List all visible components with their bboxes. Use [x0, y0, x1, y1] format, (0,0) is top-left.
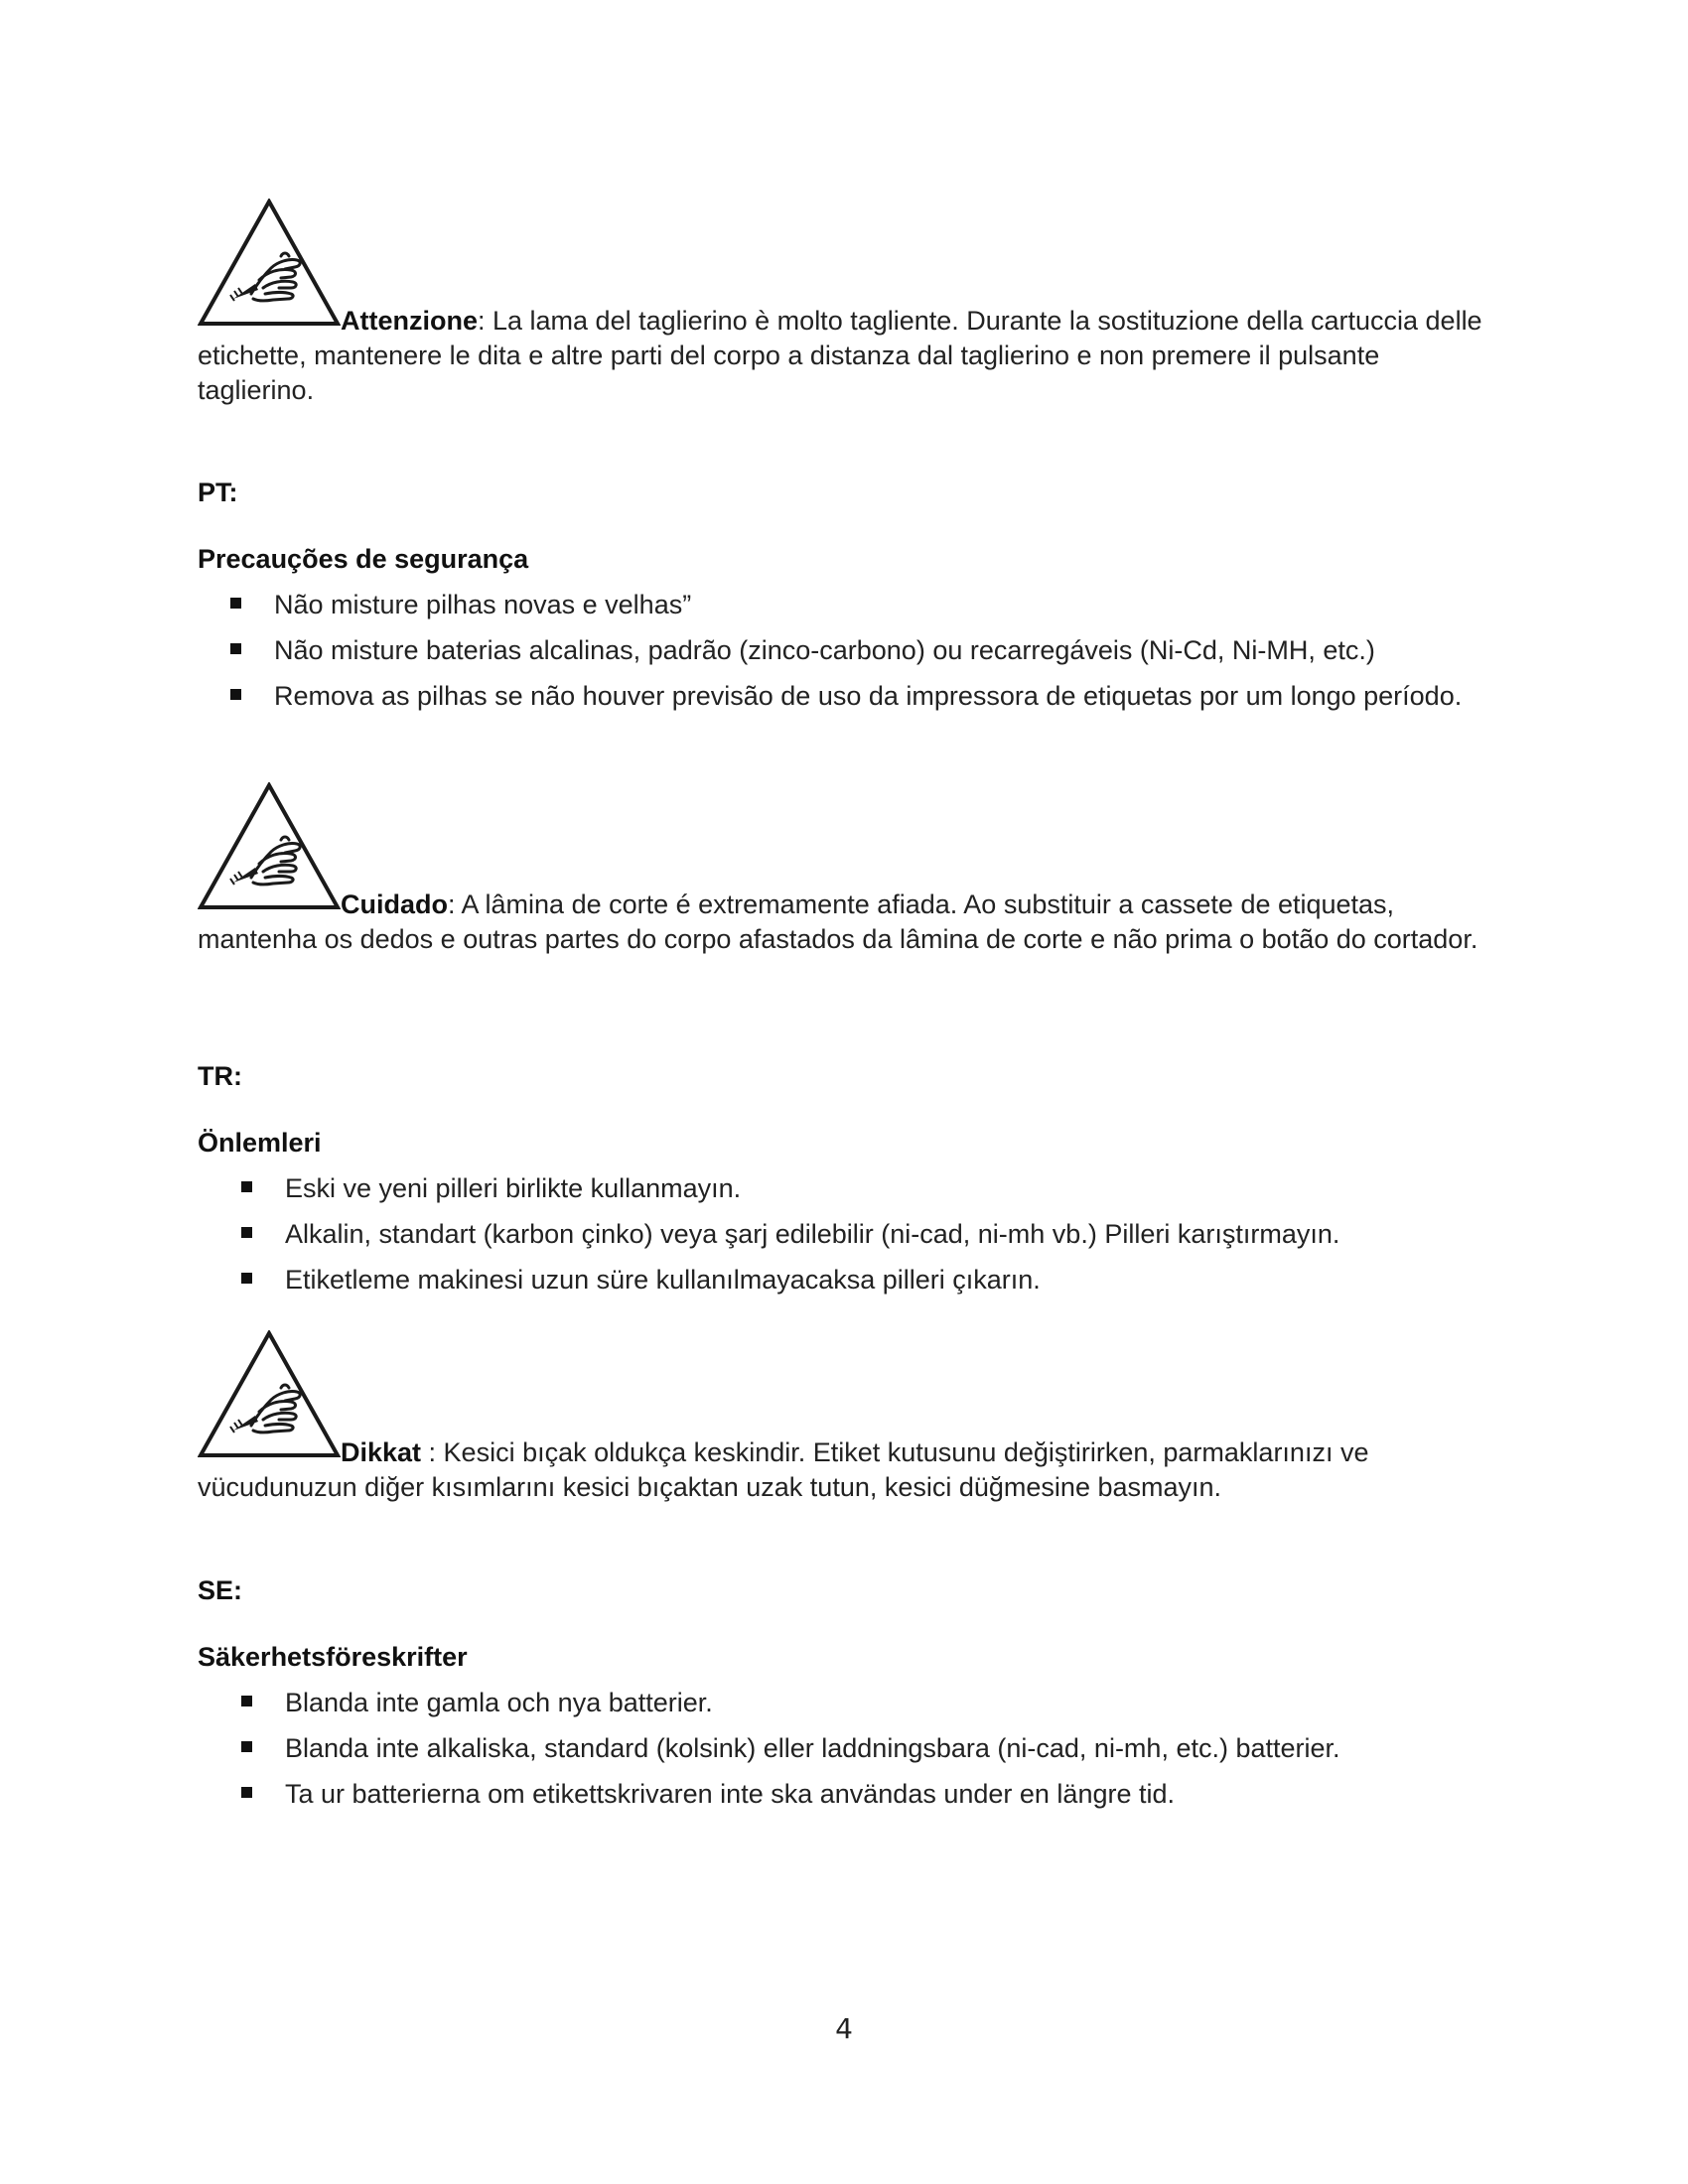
list-item: Não misture pilhas novas e velhas” — [230, 588, 1481, 622]
page-number: 4 — [835, 2012, 853, 2045]
list-item: Etiketleme makinesi uzun süre kullanılmayacaksa pilleri çıkarın. — [241, 1263, 1492, 1297]
it-warning-body: : La lama del taglierino è molto tagliente. Durante la sostituzione della cartuccia delle etichette, mantenere le dita e altre parti del corpo a distanza dal taglierino e non premere il pulsante taglierino. — [198, 306, 1482, 405]
bullet-icon — [241, 1787, 252, 1798]
pt-warning-text — [198, 887, 1488, 957]
bullet-icon — [241, 1273, 252, 1284]
pt-warning-body: : A lâmina de corte é extremamente afiada. Ao substituir a cassete de etiquetas, mantenha os dedos e outras partes do corpo afastados da lâmina de corte e não prima o botão do cortador. — [198, 889, 1478, 954]
list-item: Alkalin, standart (karbon çinko) veya şarj edilebilir (ni-cad, ni-mh vb.) Pilleri karıştırmayın. — [241, 1217, 1492, 1252]
pt-section-title: Precauções de segurança — [198, 544, 529, 574]
it-warning-label: Attenzione — [341, 306, 478, 336]
se-language-label: SE: — [198, 1575, 243, 1605]
list-item: Não misture baterias alcalinas, padrão (zinco-carbono) ou recarregáveis (Ni-Cd, Ni-MH, etc.) — [230, 633, 1481, 668]
list-item: Blanda inte gamla och nya batterier. — [241, 1686, 1492, 1720]
pt-precautions-list — [230, 588, 1481, 725]
tr-warning-body: : Kesici bıçak oldukça keskindir. Etiket kutusunu değiştirirken, parmaklarınızı ve vücudunuzun diğer kısımlarını kesici bıçaktan uzak tutun, kesici düğmesine basmayın. — [198, 1437, 1369, 1502]
list-item: Ta ur batterierna om etikettskrivaren inte ska användas under en längre tid. — [241, 1777, 1492, 1812]
bullet-icon — [230, 689, 241, 700]
pt-warning-label: Cuidado — [341, 889, 448, 919]
list-item: Eski ve yeni pilleri birlikte kullanmayın. — [241, 1171, 1492, 1206]
bullet-icon — [230, 598, 241, 609]
tr-language-label: TR: — [198, 1061, 242, 1091]
tr-precautions-list — [241, 1171, 1492, 1308]
list-item: Blanda inte alkaliska, standard (kolsink) eller laddningsbara (ni-cad, ni-mh, etc.) batterier. — [241, 1731, 1492, 1766]
tr-warning-text — [198, 1435, 1488, 1505]
pt-language-label: PT: — [198, 478, 238, 507]
bullet-icon — [241, 1696, 252, 1706]
it-warning-text — [198, 304, 1488, 408]
bullet-icon — [230, 643, 241, 654]
list-item: Remova as pilhas se não houver previsão de uso da impressora de etiquetas por um longo período. — [230, 679, 1476, 714]
se-precautions-list — [241, 1686, 1492, 1823]
bullet-icon — [241, 1741, 252, 1752]
tr-section-title: Önlemleri — [198, 1128, 322, 1158]
tr-warning-label: Dikkat — [341, 1437, 422, 1467]
bullet-icon — [241, 1227, 252, 1238]
se-section-title: Säkerhetsföreskrifter — [198, 1642, 468, 1672]
bullet-icon — [241, 1181, 252, 1192]
